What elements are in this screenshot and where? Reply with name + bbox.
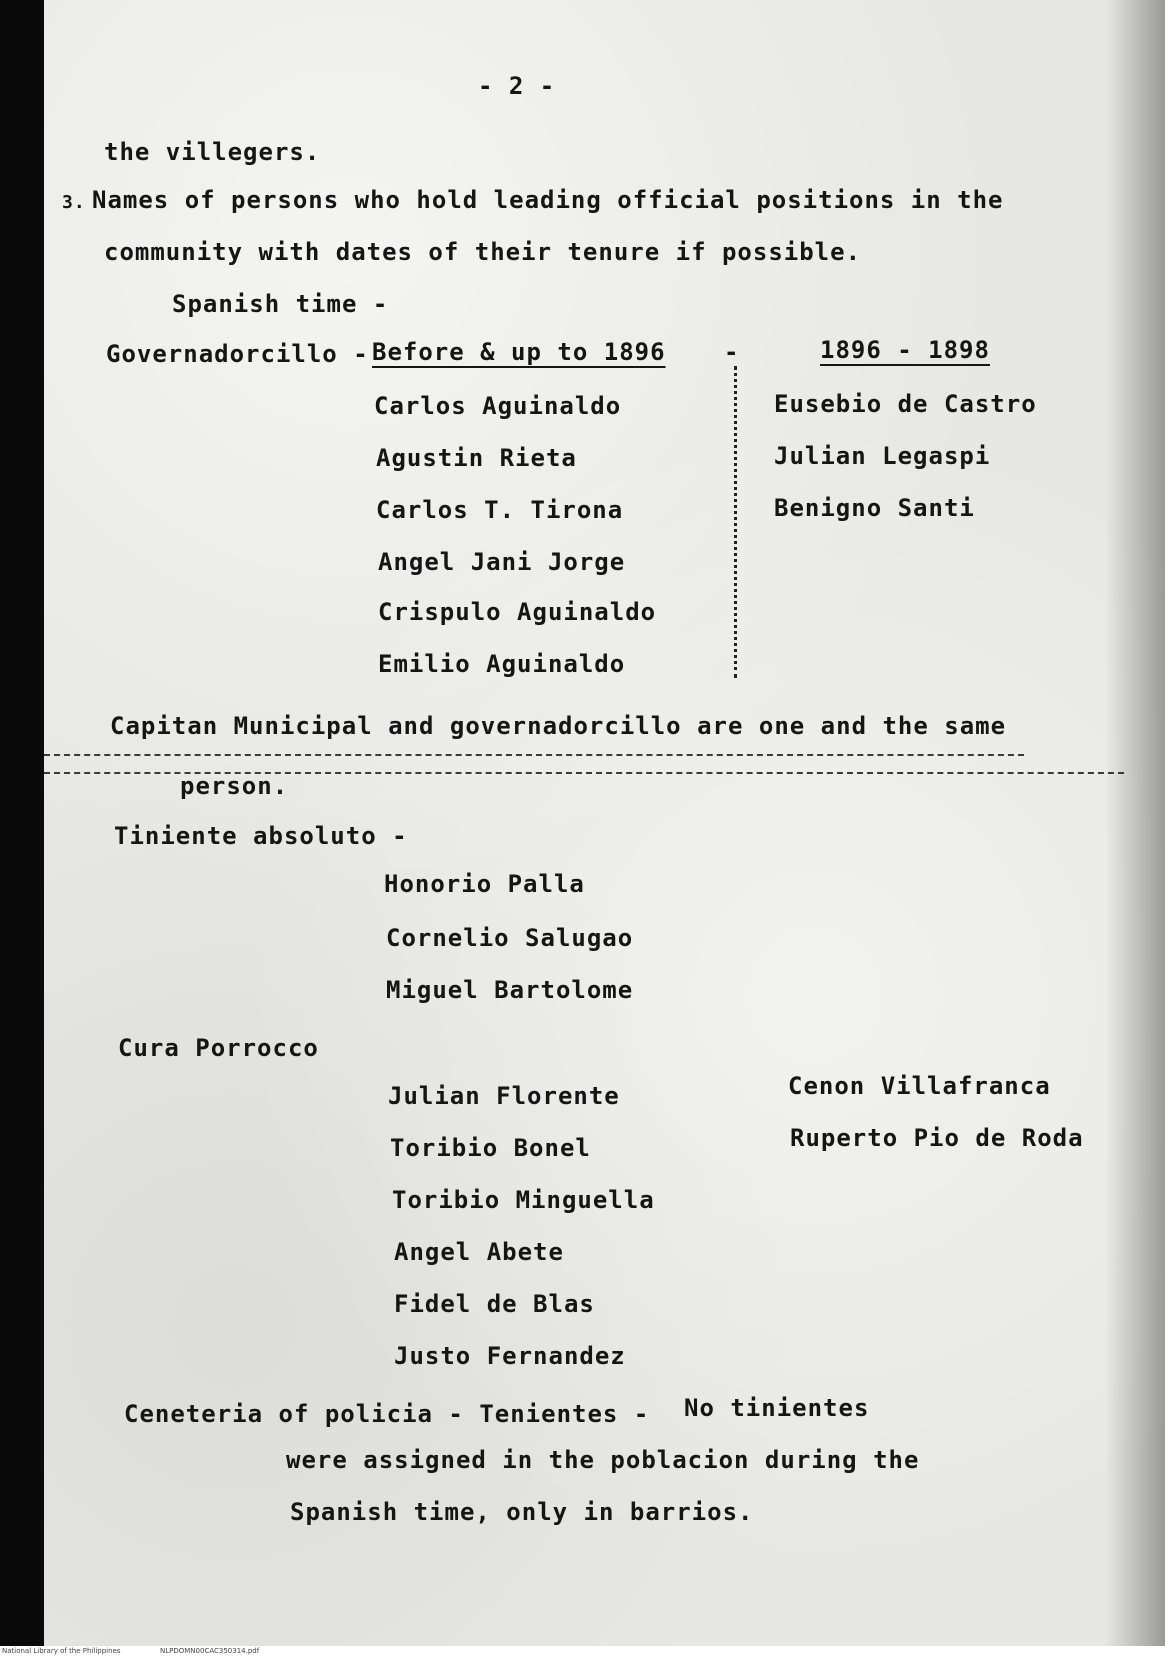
binding-edge	[0, 0, 44, 1646]
gobernadorcillo-name-1896: Julian Legaspi	[774, 442, 991, 470]
footer-library: National Library of the Philippines	[2, 1647, 121, 1655]
item3-line1: Names of persons who hold leading official positions in the	[92, 186, 1004, 214]
cura-name-col2: Ruperto Pio de Roda	[790, 1124, 1084, 1152]
teniente-name: Miguel Bartolome	[386, 976, 634, 1004]
gobernadorcillo-separator: -	[724, 338, 740, 366]
cura-name: Justo Fernandez	[394, 1342, 626, 1370]
intro-line: the villegers.	[104, 138, 321, 166]
gobernadorcillo-name: Crispulo Aguinaldo	[378, 598, 657, 626]
gobernadorcillo-col1-header: Before & up to 1896	[372, 338, 666, 366]
capitan-note-line1: Capitan Municipal and governadorcillo are one and the same	[110, 712, 1007, 740]
gobernadorcillo-name: Carlos T. Tirona	[376, 496, 624, 524]
scan-footer	[0, 1646, 1165, 1658]
ceneteria-line3: Spanish time, only in barrios.	[290, 1498, 754, 1526]
ceneteria-line2: were assigned in the poblacion during the	[286, 1446, 920, 1474]
fold-line	[44, 754, 1024, 756]
cura-name: Julian Florente	[388, 1082, 620, 1110]
teniente-name: Honorio Palla	[384, 870, 585, 898]
page-number: - 2 -	[478, 72, 556, 100]
footer-file: NLPDOMN00CAC350314.pdf	[160, 1647, 260, 1655]
cura-name: Toribio Minguella	[392, 1186, 655, 1214]
gobernadorcillo-name: Agustin Rieta	[376, 444, 577, 472]
cura-name: Toribio Bonel	[390, 1134, 591, 1162]
page-edge-shadow	[1105, 0, 1165, 1646]
item-number: 3.	[62, 192, 86, 213]
teniente-name: Cornelio Salugao	[386, 924, 634, 952]
capitan-note-line2: person.	[180, 772, 289, 800]
teniente-absoluto-label: Tiniente absoluto -	[114, 822, 408, 850]
gobernadorcillo-name: Emilio Aguinaldo	[378, 650, 626, 678]
gobernadorcillo-name-1896: Eusebio de Castro	[774, 390, 1037, 418]
cura-name-col2: Cenon Villafranca	[788, 1072, 1051, 1100]
gobernadorcillo-label: Governadorcillo -	[106, 340, 369, 368]
gobernadorcillo-name: Angel Jani Jorge	[378, 548, 626, 576]
ceneteria-label: Ceneteria of policia - Tenientes -	[124, 1400, 650, 1428]
spanish-time-label: Spanish time -	[172, 290, 389, 318]
gobernadorcillo-name-1896: Benigno Santi	[774, 494, 975, 522]
cura-parroco-label: Cura Porrocco	[118, 1034, 319, 1062]
column-divider	[734, 366, 737, 678]
item3-line2: community with dates of their tenure if possible.	[104, 238, 862, 266]
ceneteria-note: No tinientes	[684, 1394, 870, 1422]
cura-name: Angel Abete	[394, 1238, 564, 1266]
gobernadorcillo-name: Carlos Aguinaldo	[374, 392, 622, 420]
gobernadorcillo-col2-header: 1896 - 1898	[820, 336, 990, 364]
cura-name: Fidel de Blas	[394, 1290, 595, 1318]
